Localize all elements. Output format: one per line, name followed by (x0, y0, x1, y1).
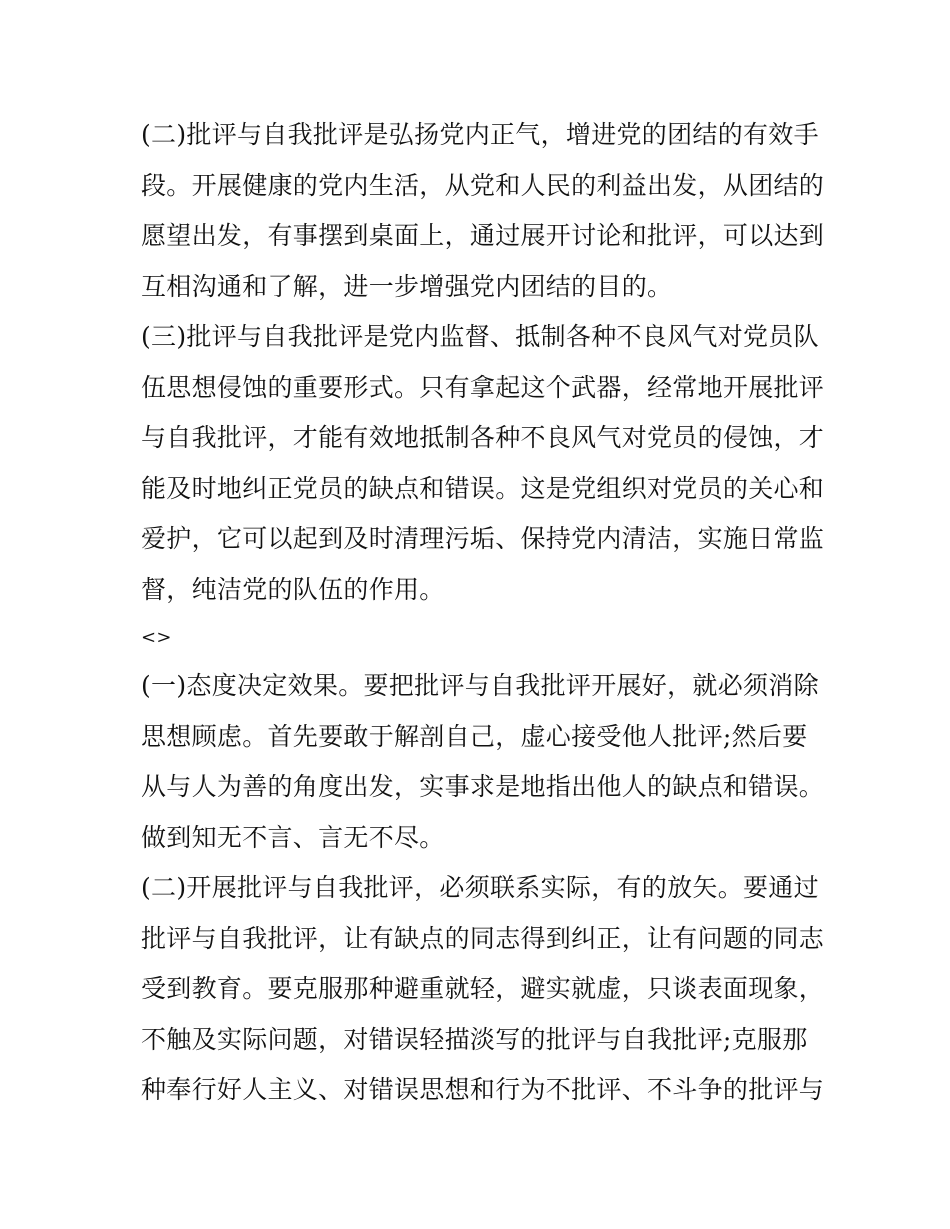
text-line: 能及时地纠正党员的缺点和错误。这是党组织对党员的关心和 (141, 473, 825, 503)
text-line: 批评与自我批评，让有缺点的同志得到纠正，让有问题的同志 (141, 923, 825, 953)
text-line: (二)批评与自我批评是弘扬党内正气，增进党的团结的有效手 (141, 120, 819, 149)
text-line: 愿望出发，有事摆到桌面上，通过展开讨论和批评，可以达到 (141, 221, 825, 250)
text-line: 伍思想侵蚀的重要形式。只有拿起这个武器，经常地开展批评 (141, 372, 825, 402)
section-marker: <> (141, 627, 172, 648)
text-line: 种奉行好人主义、对错误思想和行为不批评、不斗争的批评与 (141, 1075, 825, 1104)
text-line: 从与人为善的角度出发，实事求是地指出他人的缺点和错误。 (141, 772, 825, 801)
text-line: (一)态度决定效果。要把批评与自我批评开展好，就必须消除 (141, 671, 819, 700)
document-body (141, 110, 825, 1116)
text-line: 受到教育。要克服那种避重就轻，避实就虚，只谈表面现象， (141, 974, 825, 1003)
text-line: 不触及实际问题，对错误轻描淡写的批评与自我批评;克服那 (141, 1024, 808, 1054)
text-line: 思想顾虑。首先要敢于解剖自己，虚心接受他人批评;然后要 (141, 721, 808, 751)
text-line: (三)批评与自我批评是党内监督、抵制各种不良风气对党员队 (141, 322, 819, 351)
text-line: 互相沟通和了解，进一步增强党内团结的目的。 (141, 271, 673, 301)
text-line: 做到知无不言、言无不尽。 (141, 822, 445, 852)
text-line: 督，纯洁党的队伍的作用。 (141, 574, 445, 604)
text-line: (二)开展批评与自我批评，必须联系实际，有的放矢。要通过 (141, 873, 819, 902)
text-line: 与自我批评，才能有效地抵制各种不良风气对党员的侵蚀，才 (141, 423, 825, 452)
text-line: 段。开展健康的党内生活，从党和人民的利益出发，从团结的 (141, 170, 825, 200)
text-line: 爱护，它可以起到及时清理污垢、保持党内清洁，实施日常监 (141, 524, 825, 553)
